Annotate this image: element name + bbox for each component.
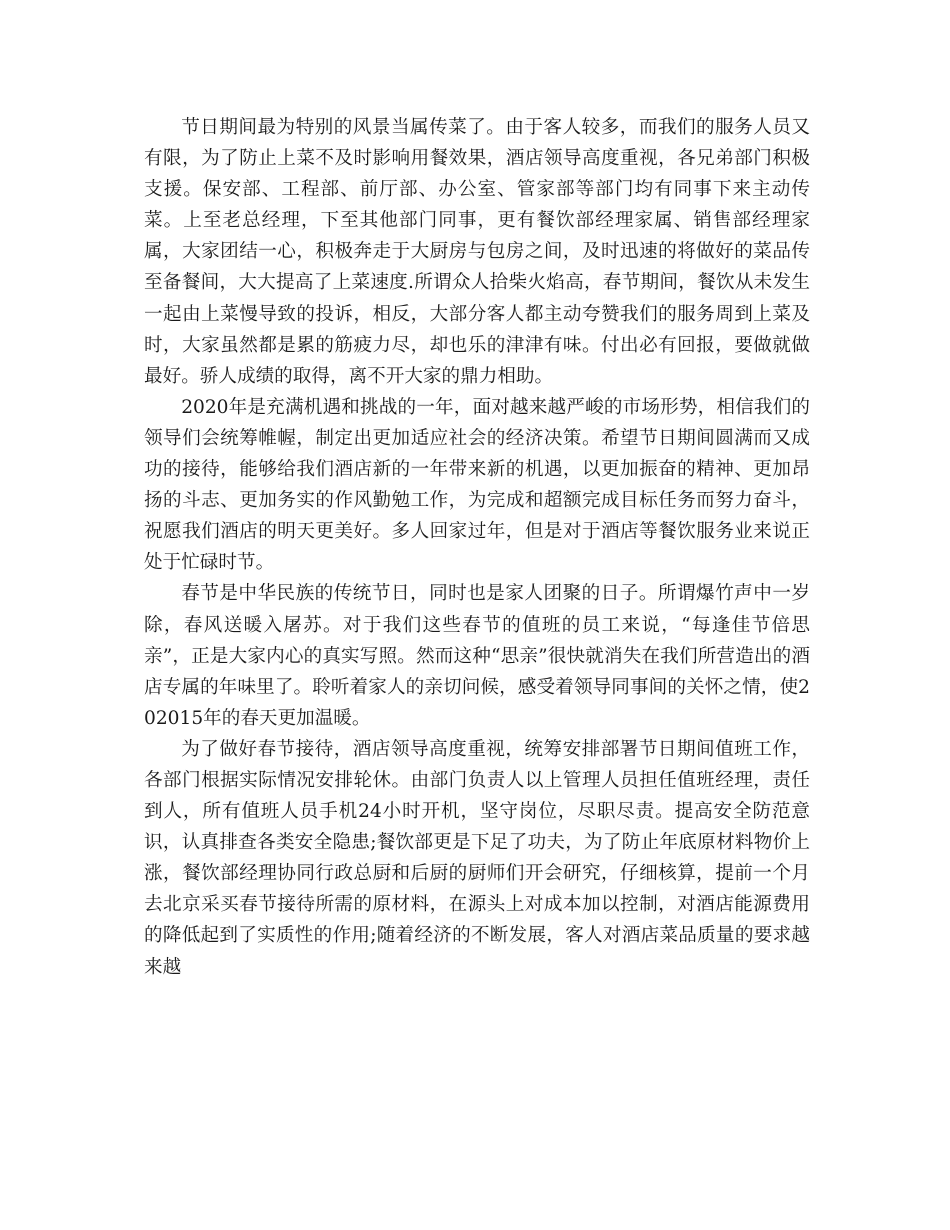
paragraph-1: 节日期间最为特别的风景当属传菜了。由于客人较多，而我们的服务人员又有限，为了防止上菜不及时影响用餐效果，酒店领导高度重视，各兄弟部门积极支援。保安部、工程部、前厅部、办公室、管家部等部门均有同事下来主动传菜。上至老总经理，下至其他部门同事，更有餐饮部经理家属、销售部经理家属，大家团结一心，积极奔走于大厨房与包房之间，及时迅速的将做好的菜品传至备餐间，大大提高了上菜速度.所谓众人拾柴火焰高，春节期间，餐饮从未发生一起由上菜慢导致的投诉，相反，大部分客人都主动夸赞我们的服务周到上菜及时，大家虽然都是累的筋疲力尽，却也乐的津津有味。付出必有回报，要做就做最好。骄人成绩的取得，离不开大家的鼎力相助。	[144, 117, 810, 387]
paragraph-4: 为了做好春节接待，酒店领导高度重视，统筹安排部署节日期间值班工作，各部门根据实际情况安排轮休。由部门负责人以上管理人员担任值班经理，责任到人，所有值班人员手机24小时开机，坚守岗位，尽职尽责。提高安全防范意识，认真排查各类安全隐患;餐饮部更是下足了功夫，为了防止年底原材料物价上涨，餐饮部经理协同行政总厨和后厨的厨师们开会研究，仔细核算，提前一个月去北京采买春节接待所需的原材料，在源头上对成本加以控制，对酒店能源费用的降低起到了实质性的作用;随着经济的不断发展，客人对酒店菜品质量的要求越来越	[144, 738, 810, 978]
paragraph-2: 2020年是充满机遇和挑战的一年，面对越来越严峻的市场形势，相信我们的领导们会统筹帷幄，制定出更加适应社会的经济决策。希望节日期间圆满而又成功的接待，能够给我们酒店新的一年带来新的机遇，以更加振奋的精神、更加昂扬的斗志、更加务实的作风勤勉工作，为完成和超额完成目标任务而努力奋斗，祝愿我们酒店的明天更美好。多人回家过年，但是对于酒店等餐饮服务业来说正处于忙碌时节。	[144, 396, 810, 574]
paragraph-3: 春节是中华民族的传统节日，同时也是家人团聚的日子。所谓爆竹声中一岁除，春风送暖入屠苏。对于我们这些春节的值班的员工来说，“每逢佳节倍思亲”，正是大家内心的真实写照。然而这种“思亲”很快就消失在我们所营造出的酒店专属的年味里了。聆听着家人的亲切问候，感受着领导同事间的关怀之情，使202015年的春天更加温暖。	[144, 583, 810, 729]
document-body	[144, 112, 810, 983]
